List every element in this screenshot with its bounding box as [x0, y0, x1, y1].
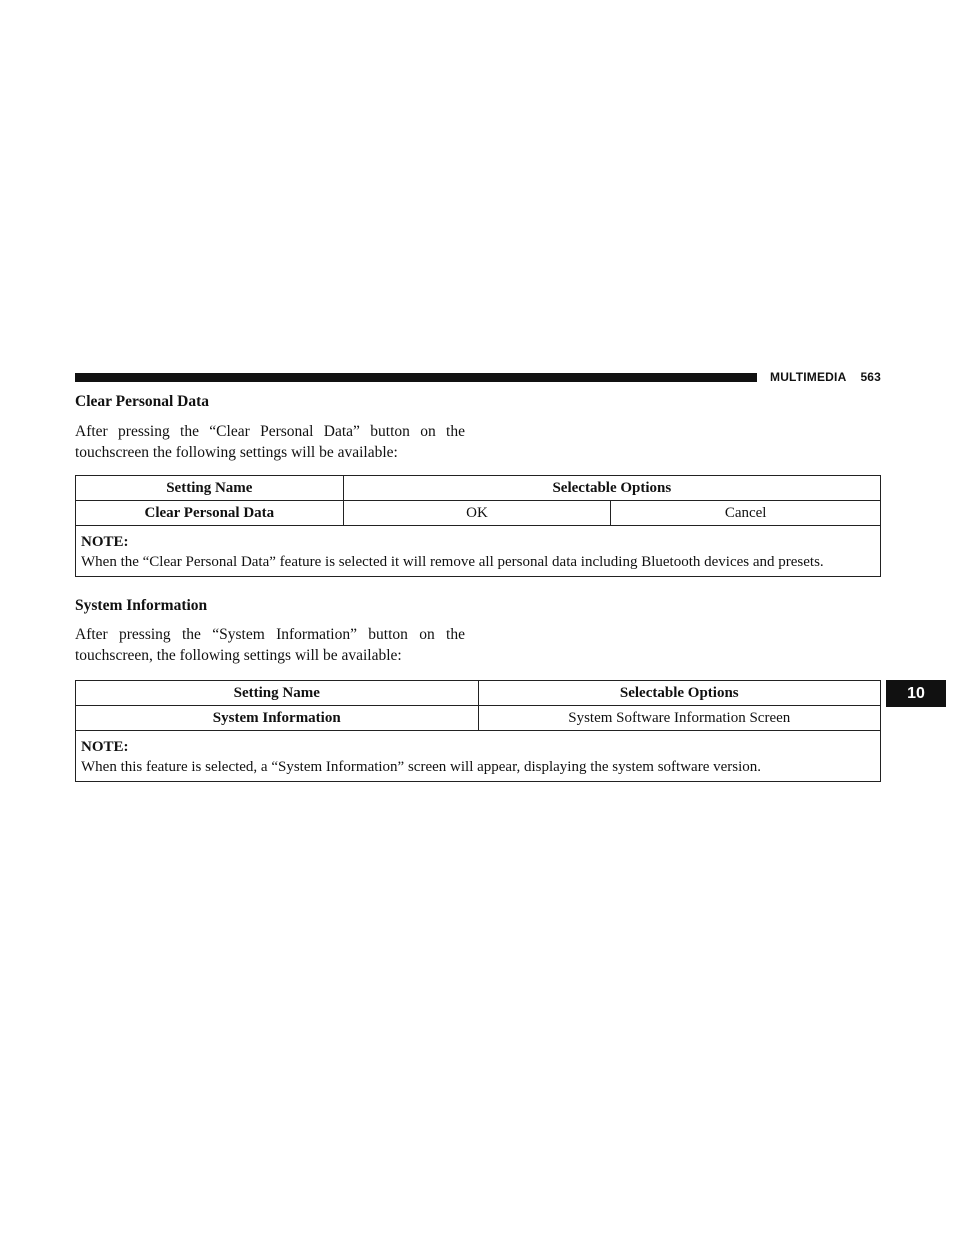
setting-name-cell: Clear Personal Data	[76, 501, 344, 526]
note-cell	[76, 731, 881, 782]
option-cell-system-software: System Software Information Screen	[478, 706, 881, 731]
options-table-system-information	[75, 680, 881, 782]
running-header	[770, 370, 881, 384]
header-rule	[75, 373, 757, 382]
chapter-tab: 10	[886, 680, 946, 707]
options-table-clear-personal-data	[75, 475, 881, 577]
table-note-row	[76, 731, 881, 782]
column-header-setting-name: Setting Name	[76, 681, 479, 706]
section-title: MULTIMEDIA	[770, 370, 847, 384]
note-label: NOTE:	[81, 739, 129, 755]
section-paragraph-clear-personal-data: After pressing the “Clear Personal Data” button on the touchscreen the following settings will be available:	[75, 423, 465, 461]
column-header-setting-name: Setting Name	[76, 476, 344, 501]
note-cell	[76, 526, 881, 577]
page-number: 563	[860, 370, 882, 384]
table-row	[76, 501, 881, 526]
table-note-row	[76, 526, 881, 577]
section-paragraph-system-information: After pressing the “System Information” button on the touchscreen, the following settings will be available:	[75, 626, 465, 664]
setting-name-cell: System Information	[76, 706, 479, 731]
note-text: When this feature is selected, a “System Information” screen will appear, displaying the system software version.	[81, 759, 762, 775]
table-header-row	[76, 681, 881, 706]
note-label: NOTE:	[81, 534, 129, 550]
option-cell-ok: OK	[343, 501, 611, 526]
section-heading-system-information: System Information	[75, 597, 208, 614]
table-header-row	[76, 476, 881, 501]
note-text: When the “Clear Personal Data” feature is selected it will remove all personal data including Bluetooth devices and presets.	[81, 554, 824, 570]
column-header-selectable-options: Selectable Options	[343, 476, 880, 501]
section-heading-clear-personal-data: Clear Personal Data	[75, 393, 210, 410]
option-cell-cancel: Cancel	[611, 501, 881, 526]
column-header-selectable-options: Selectable Options	[478, 681, 881, 706]
table-row	[76, 706, 881, 731]
